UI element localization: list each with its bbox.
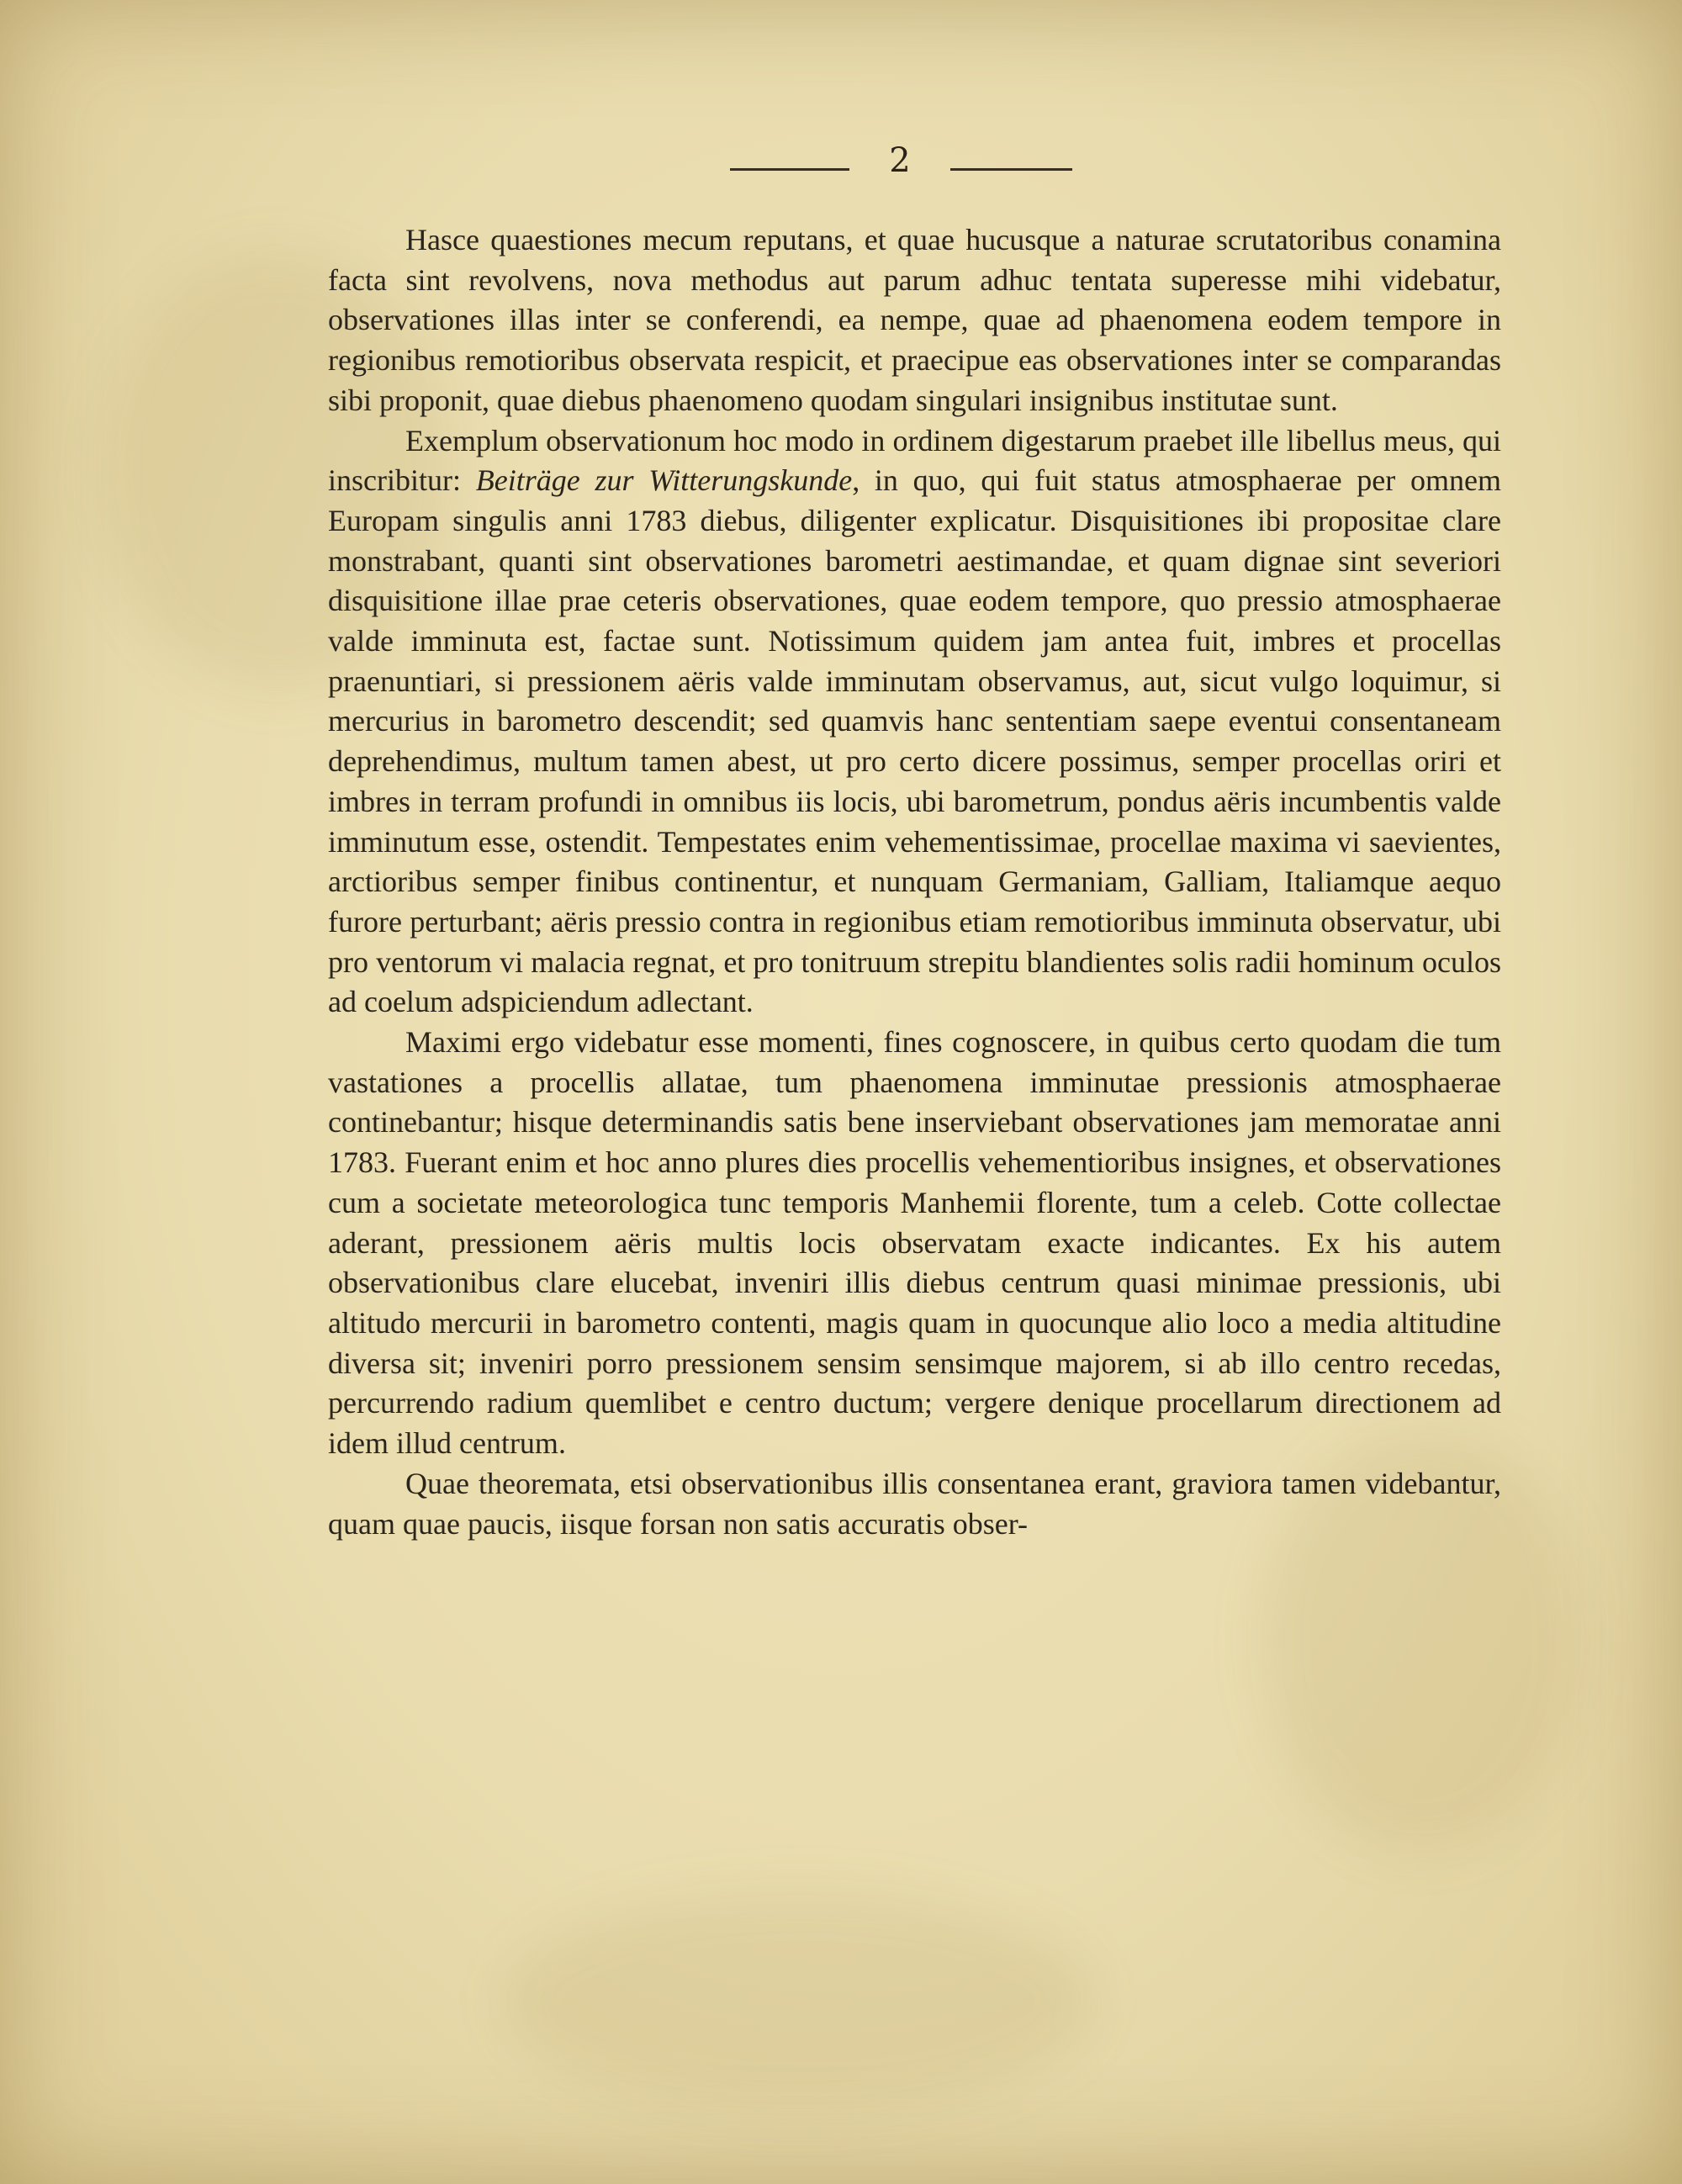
header-rule-right <box>950 168 1072 171</box>
paragraph-3: Maximi ergo videbatur esse momenti, fines cognoscere, in quibus certo quodam die tum vastationes a procellis allatae, tum phaenomena imminutae pressionis atmosphaerae continebantur; hisque determinandis satis bene inserviebant observationes jam memoratae anni 1783. Fuerant enim et hoc anno plures dies procellis vehementioribus insignes, et observationes cum a societate meteorologica tunc temporis Manhemii florente, tum a celeb. Cotte collectae aderant, pressionem aëris multis locis observatam exacte indicantes. Ex his autem observationibus clare elucebat, inveniri illis diebus centrum quasi minimae pressionis, ubi altitudo mercurii in barometro contenti, magis quam in quocunque alio loco a media altitudine diversa sit; inveniri porro pressionem sensim sensimque majorem, si ab illo centro recedas, percurrendo radium quemlibet e centro ductum; vergere denique procellarum directionem ad idem illud centrum. <box>328 1025 1501 1461</box>
paragraph-2-intro: Exemplum observationum hoc modo in ordinem digestarum praebet ille libellus meus, qui inscribitur: <box>328 423 1501 498</box>
paragraph-2-body: , in quo, qui fuit status atmosphaerae per omnem Europam singulis anni 1783 diebus, diligenter explicatur. Disquisitiones ibi propositae clare monstrabant, quanti sint observationes barometri aestimandae, et quam dignae sint severiori disquisitione illae prae ceteris observationes, quae eodem tempore, quo pressio atmosphaerae valde imminuta est, factae sunt. Notissimum quidem jam antea fuit, imbres et procellas praenuntiari, si pressionem aëris valde imminutam observamus, aut, sicut vulgo loquimur, si mercurius in barometro descendit; sed quamvis hanc sententiam saepe eventui consentaneam deprehendimus, multum tamen abest, ut pro certo dicere possimus, semper procellas oriri et imbres in terram profundi in omnibus iis locis, ubi barometrum, pondus aëris incumbentis valde imminutum esse, ostendit. Tempestates enim vehementissimae, procellae maxima vi saevientes, arctioribus semper finibus continentur, et nunquam Germaniam, Galliam, Italiamque aequo furore perturbant; aëris pressio contra in regionibus etiam remotioribus imminuta observatur, ubi pro ventorum vi malacia regnat, et pro tonitruum strepitu blandientes solis radii hominum oculos ad coelum adspiciendum adlectant. <box>328 463 1502 1019</box>
page-number: 2 <box>889 141 911 180</box>
book-title: Beiträge zur Witterungskunde <box>475 463 853 498</box>
paragraph-4: Quae theoremata, etsi observationibus illis consentanea erant, graviora tamen videbantur, quam quae paucis, iisque forsan non satis accuratis obser- <box>328 1466 1501 1541</box>
body-text <box>328 220 1501 1544</box>
paragraph-2 <box>328 421 1501 1023</box>
paragraph-1: Hasce quaestiones mecum reputans, et quae hucusque a naturae scrutatoribus conamina facta sint revolvens, nova methodus aut parum adhuc tentata superesse mihi videbatur, observationes illas inter se conferendi, ea nempe, quae ad phaenomena eodem tempore in regionibus remotioribus observata respicit, et praecipue eas observationes inter se comparandas sibi proponit, quae diebus phaenomeno quodam singulari insignibus institutae sunt. <box>328 223 1501 417</box>
paper-stain <box>505 1892 1093 2111</box>
page-header <box>0 141 1682 192</box>
header-rule-left <box>730 168 849 171</box>
